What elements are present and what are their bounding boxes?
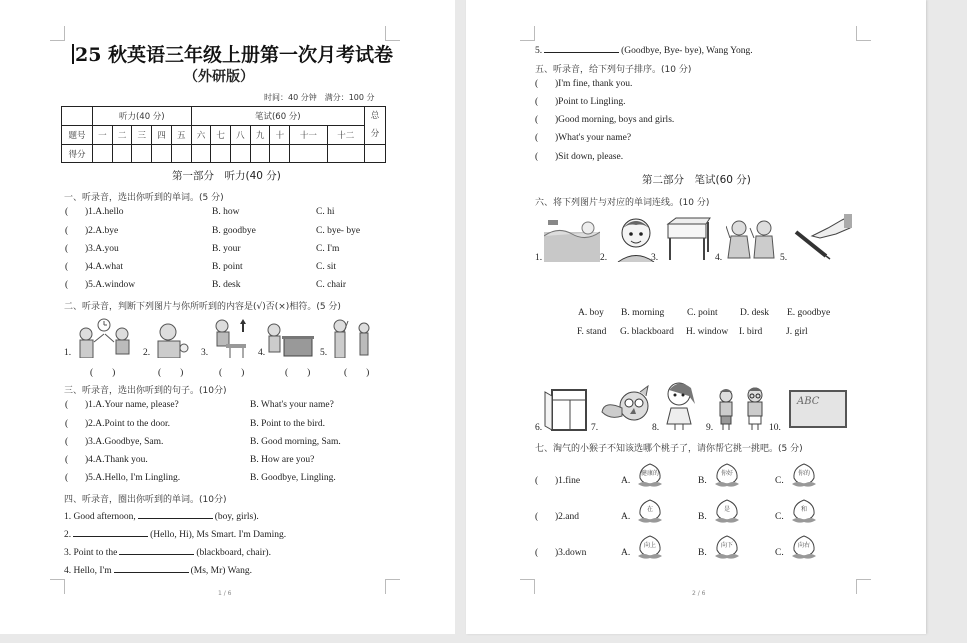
document-title[interactable] (72, 40, 393, 67)
score-cell (171, 145, 191, 163)
blackboard-text: ABC (797, 396, 820, 407)
picture-label: 9. (706, 423, 714, 433)
word-option: A. boy (578, 308, 604, 318)
teacher-picture (152, 320, 192, 358)
document-page-1 (0, 0, 455, 634)
answer-paren-open[interactable]: ( (65, 455, 69, 465)
part1-title: 第一部分 听力(40 分) (172, 170, 281, 182)
option-letter: A. (621, 512, 631, 522)
boy-with-glasses-picture (744, 386, 766, 432)
option-c: C. chair (316, 280, 347, 290)
peach-label: 向下 (720, 542, 733, 549)
option-letter: C. (775, 512, 784, 522)
option-b: B. desk (212, 280, 241, 290)
question-number: 十一 (290, 126, 327, 145)
sentence-item: )I'm fine, thank you. (555, 79, 633, 89)
answer-paren-open[interactable]: ( (535, 115, 539, 125)
boy-standing-picture (716, 388, 736, 432)
option-letter: B. (698, 476, 707, 486)
answer-paren-open[interactable]: ( (535, 97, 539, 107)
option-a: )5.A.window (85, 280, 136, 290)
picture-label: 3. (201, 348, 209, 358)
peach-option[interactable] (791, 534, 817, 560)
option-b: B. Good morning, Sam. (250, 437, 341, 447)
picture-label: 2. (143, 348, 151, 358)
answer-parentheses[interactable]: ( ) (90, 368, 116, 378)
option-b: B. How are you? (250, 455, 315, 465)
option-a: )3.A.Goodbye, Sam. (85, 437, 164, 447)
section2-title: 二、听录音，判断下列图片与你所听到的内容是(√)否(×)相符。(5 分) (64, 302, 341, 312)
fill-blank-options: (boy, girls). (214, 512, 259, 522)
answer-parentheses[interactable]: ( ) (285, 368, 311, 378)
fill-blank-item (64, 545, 271, 558)
fill-blank-options: (blackboard, chair). (196, 548, 271, 558)
row-label-score: 得分 (62, 145, 93, 163)
question-number: 九 (250, 126, 270, 145)
document-subtitle: （外研版） (184, 69, 254, 85)
answer-paren-open[interactable]: ( (65, 280, 69, 290)
boy-face-picture (616, 215, 659, 263)
picture-label: 4. (715, 253, 723, 263)
word-item: )2.and (555, 512, 580, 522)
blank-line[interactable] (138, 509, 213, 519)
boy-and-girl-picture (330, 318, 372, 358)
answer-paren-open[interactable]: ( (65, 437, 69, 447)
sentence-item: )Sit down, please. (555, 152, 624, 162)
peach-option[interactable] (714, 498, 740, 524)
option-letter: B. (698, 512, 707, 522)
question-number: 十二 (327, 126, 364, 145)
option-b: B. Point to the bird. (250, 419, 325, 429)
section3-title: 三、听录音，选出你听到的句子。(10分) (64, 386, 227, 396)
picture-label: 2. (600, 253, 608, 263)
score-cell (290, 145, 327, 163)
blank-line[interactable] (544, 43, 619, 53)
picture-label: 10. (769, 423, 781, 433)
question-number: 六 (191, 126, 211, 145)
fill-blank-options: (Goodbye, Bye- bye), Wang Yong. (621, 46, 753, 56)
margin-corner-mark (50, 579, 65, 594)
two-girls-waving-picture (726, 216, 776, 262)
blackboard-picture (789, 390, 847, 428)
answer-paren-open[interactable]: ( (535, 133, 539, 143)
margin-corner-mark (520, 26, 535, 41)
peach-label: 向右 (797, 542, 810, 549)
fill-blank-prefix: 3. Point to the (64, 548, 118, 558)
answer-paren-open[interactable]: ( (65, 207, 69, 217)
score-cell (270, 145, 290, 163)
pointing-at-pen-picture (792, 214, 852, 260)
option-letter: C. (775, 476, 784, 486)
page-number: 2 / 6 (692, 590, 706, 597)
option-a: )1.A.Your name, please? (85, 400, 179, 410)
question-number: 七 (211, 126, 231, 145)
answer-paren-open[interactable]: ( (65, 226, 69, 236)
section1-title: 一、听录音，选出你听到的单词。(5 分) (64, 193, 224, 203)
question-number: 四 (152, 126, 172, 145)
margin-corner-mark (385, 579, 400, 594)
option-a: )2.A.Point to the door. (85, 419, 170, 429)
peach-option[interactable] (791, 462, 817, 488)
peach-option[interactable] (637, 498, 663, 524)
window-picture (544, 386, 588, 432)
score-cell (112, 145, 132, 163)
option-c: C. bye- bye (316, 226, 361, 236)
blank-line[interactable] (114, 563, 189, 573)
peach-label: 在 (646, 506, 653, 513)
question-number: 二 (112, 126, 132, 145)
score-cell (211, 145, 231, 163)
word-option: J. girl (786, 327, 808, 337)
option-b: B. how (212, 207, 240, 217)
margin-corner-mark (50, 26, 65, 41)
question-number: 一 (93, 126, 113, 145)
option-letter: A. (621, 548, 631, 558)
section5-title: 五、听录音，给下列句子排序。(10 分) (535, 65, 692, 75)
answer-paren-open[interactable]: ( (65, 473, 69, 483)
fill-blank-item (64, 563, 252, 576)
text-cursor (72, 44, 74, 64)
blank-line[interactable] (73, 527, 148, 537)
word-item: )1.fine (555, 476, 581, 486)
margin-corner-mark (520, 579, 535, 594)
word-option: I. bird (739, 327, 763, 337)
peach-label: 向上 (643, 542, 656, 549)
word-option: E. goodbye (787, 308, 831, 318)
peach-label: 是 (723, 506, 730, 513)
fill-blank-prefix: 1. Good afternoon, (64, 512, 136, 522)
question-number: 十 (270, 126, 290, 145)
option-letter: A. (621, 476, 631, 486)
sentence-item: )Point to Lingling. (555, 97, 626, 107)
answer-paren-open[interactable]: ( (65, 400, 69, 410)
document-page-2 (466, 0, 926, 634)
answer-paren-open[interactable]: ( (535, 152, 539, 162)
picture-label: 6. (535, 423, 543, 433)
margin-corner-mark (385, 26, 400, 41)
option-a: )1.A.hello (85, 207, 124, 217)
time-info: 时间：40 分钟 满分：100 分 (264, 93, 375, 102)
part2-title: 第二部分 笔试(60 分) (642, 174, 751, 186)
answer-paren-open[interactable]: ( (535, 548, 539, 558)
option-letter: C. (775, 548, 784, 558)
total-header-text: 总分 (370, 111, 380, 139)
margin-corner-mark (856, 579, 871, 594)
score-cell (250, 145, 270, 163)
option-a: )3.A.you (85, 244, 119, 254)
peach-label: 健康的 (640, 470, 659, 477)
score-cell (132, 145, 152, 163)
score-cell (327, 145, 364, 163)
document-title-text: 25 秋英语三年级上册第一次月考试卷 (75, 44, 394, 66)
option-c: C. I'm (316, 244, 340, 254)
option-letter: B. (698, 548, 707, 558)
peach-option[interactable] (714, 462, 740, 488)
writing-header: 笔试(60 分) (191, 107, 364, 126)
score-cell (152, 145, 172, 163)
row-label-number: 题号 (62, 126, 93, 145)
answer-parentheses[interactable]: ( ) (219, 368, 245, 378)
answer-paren-open[interactable]: ( (535, 79, 539, 89)
score-table (61, 106, 386, 163)
answer-parentheses[interactable]: ( ) (158, 368, 184, 378)
word-option: D. desk (740, 308, 770, 318)
peach-label: 你的 (797, 470, 810, 477)
option-a: )5.A.Hello, I'm Lingling. (85, 473, 181, 483)
answer-paren-open[interactable]: ( (65, 244, 69, 254)
option-a: )4.A.Thank you. (85, 455, 148, 465)
picture-label: 5. (780, 253, 788, 263)
answer-paren-open[interactable]: ( (65, 262, 69, 272)
bird-picture (600, 384, 654, 432)
word-item: )3.down (555, 548, 587, 558)
score-cell (365, 145, 386, 163)
question-number: 三 (132, 126, 152, 145)
section6-title: 六、将下列图片与对应的单词连线。(10 分) (535, 198, 710, 208)
picture-label: 7. (591, 423, 599, 433)
section7-title: 七、淘气的小猴子不知该选哪个桃子了，请你帮它挑一挑吧。(5 分) (535, 444, 803, 454)
option-b: B. point (212, 262, 243, 272)
option-b: B. Goodbye, Lingling. (250, 473, 336, 483)
score-cell (93, 145, 113, 163)
girl-sitting-picture (210, 318, 250, 358)
fill-blank-item (535, 43, 753, 56)
word-option: F. stand (577, 327, 607, 337)
picture-label: 4. (258, 348, 266, 358)
score-table-cell (62, 107, 93, 126)
word-option: B. morning (621, 308, 665, 318)
answer-paren-open[interactable]: ( (535, 512, 539, 522)
fill-blank-prefix: 2. (64, 530, 72, 540)
peach-label: 你好 (720, 470, 733, 477)
peach-option[interactable] (791, 498, 817, 524)
peach-option[interactable] (637, 534, 663, 560)
boy-with-desk-picture (266, 322, 314, 358)
section4-title: 四、听录音，圈出你听到的单词。(10分) (64, 495, 227, 505)
answer-paren-open[interactable]: ( (65, 419, 69, 429)
picture-label: 1. (64, 348, 72, 358)
total-header (365, 107, 386, 145)
kids-greeting-picture (74, 316, 138, 358)
page-number: 1 / 6 (218, 590, 232, 597)
sentence-item: )What's your name? (555, 133, 632, 143)
sentence-item: )Good morning, boys and girls. (555, 115, 675, 125)
peach-label: 和 (800, 506, 807, 513)
option-b: B. your (212, 244, 241, 254)
picture-label: 8. (652, 423, 660, 433)
peach-option[interactable] (637, 462, 663, 488)
option-b: B. What's your name? (250, 400, 334, 410)
option-b: B. goodbye (212, 226, 256, 236)
option-a: )2.A.bye (85, 226, 119, 236)
option-c: C. sit (316, 262, 337, 272)
question-number: 五 (171, 126, 191, 145)
desk-picture (666, 216, 712, 262)
morning-landscape-picture (544, 218, 600, 262)
margin-corner-mark (856, 26, 871, 41)
girl-picture (661, 380, 701, 432)
peach-option[interactable] (714, 534, 740, 560)
fill-blank-item (64, 509, 259, 522)
option-c: C. hi (316, 207, 335, 217)
blank-line[interactable] (119, 545, 194, 555)
word-option: H. window (686, 327, 729, 337)
answer-paren-open[interactable]: ( (535, 476, 539, 486)
fill-blank-item (64, 527, 286, 540)
picture-label: 1. (535, 253, 543, 263)
fill-blank-prefix: 4. Hello, I'm (64, 566, 112, 576)
word-option: C. point (687, 308, 718, 318)
score-cell (231, 145, 251, 163)
picture-label: 3. (651, 253, 659, 263)
answer-parentheses[interactable]: ( ) (344, 368, 370, 378)
picture-label: 5. (320, 348, 328, 358)
word-option: G. blackboard (620, 327, 674, 337)
score-cell (191, 145, 211, 163)
fill-blank-options: (Ms, Mr) Wang. (190, 566, 252, 576)
fill-blank-options: (Hello, Hi), Ms Smart. I'm Daming. (150, 530, 287, 540)
question-number: 八 (231, 126, 251, 145)
fill-blank-prefix: 5. (535, 46, 543, 56)
option-a: )4.A.what (85, 262, 123, 272)
listening-header: 听力(40 分) (93, 107, 192, 126)
